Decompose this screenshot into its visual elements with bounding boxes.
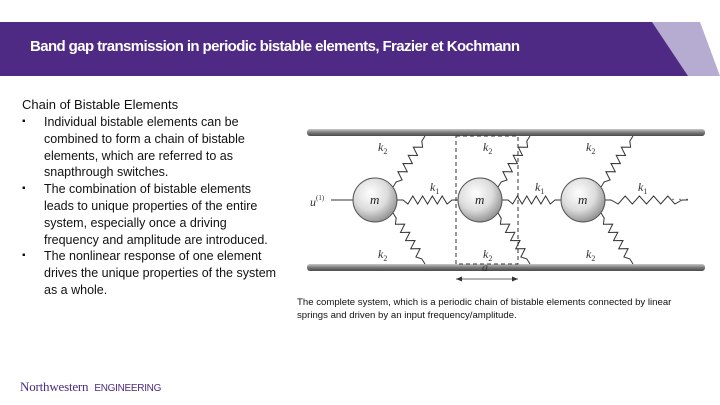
spring-k2-bottom — [393, 213, 425, 264]
spring-k2-top — [498, 136, 530, 187]
bullet-item — [22, 248, 280, 298]
section-title: Chain of Bistable Elements — [22, 97, 179, 112]
spring-k2-bottom — [601, 213, 633, 264]
bullet-text: Individual bistable elements can be combined to form a chain of bistable elements, which are referred to as snapthrough switches. — [44, 115, 245, 180]
bullet-icon: ▪ — [22, 250, 26, 262]
spring-k2-top — [601, 136, 633, 187]
spring-k2-bottom — [498, 213, 530, 264]
bullet-list — [22, 114, 280, 299]
period-label: a — [482, 260, 488, 274]
masses-layer — [353, 178, 605, 222]
mass-label: m — [578, 192, 588, 207]
spring-k1 — [397, 196, 458, 204]
spring-label-k2-bottom: $k_2$ — [378, 247, 388, 263]
logo-main-text: Northwestern — [20, 379, 89, 394]
bullet-icon: ▪ — [22, 116, 26, 127]
spring-k1 — [502, 196, 561, 204]
spring-label-k2-bottom: $k_2$ — [483, 247, 493, 263]
period-arrowhead-left — [456, 277, 462, 282]
mass-label: m — [370, 192, 380, 207]
bullet-item — [22, 181, 280, 248]
spring-label-k2-top: $k_2$ — [378, 140, 388, 156]
top-rail — [307, 129, 705, 136]
bullet-icon: ▪ — [22, 183, 26, 195]
bullet-text: The nonlinear response of one element drives the unique properties of the system as a whole. — [44, 249, 277, 297]
figure-caption: The complete system, which is a periodic chain of bistable elements connected by linear springs and driven by an input frequency/amplitude. — [297, 297, 672, 321]
labels-layer — [378, 140, 647, 263]
spring-label-k2-bottom: $k_2$ — [586, 247, 596, 263]
bullet-text: The combination of bistable elements leads to unique properties of the entire system, especially once a driving frequency and amplitude are introduced. — [44, 182, 268, 247]
spring-label-k1: $k_1$ — [638, 180, 648, 196]
bistable-chain-diagram — [293, 121, 720, 296]
slide-title: Band gap transmission in periodic bistable elements, Frazier et Kochmann — [30, 38, 520, 55]
spring-label-k1: $k_1$ — [430, 180, 440, 196]
continuation-ellipsis: · · · — [671, 192, 689, 206]
mass-label: m — [475, 192, 485, 207]
spring-label-k1: $k_1$ — [535, 180, 545, 196]
period-arrowhead-right — [512, 277, 518, 282]
spring-label-k2-top: $k_2$ — [586, 140, 596, 156]
input-label: $u^{(1)}$ — [310, 194, 325, 209]
bottom-rail — [307, 264, 705, 271]
northwestern-engineering-logo — [20, 378, 161, 396]
spring-label-k2-top: $k_2$ — [483, 140, 493, 156]
spring-k2-top — [393, 136, 425, 187]
logo-sub-text: ENGINEERING — [94, 383, 162, 394]
bullet-item — [22, 114, 280, 181]
text-column — [22, 97, 280, 299]
